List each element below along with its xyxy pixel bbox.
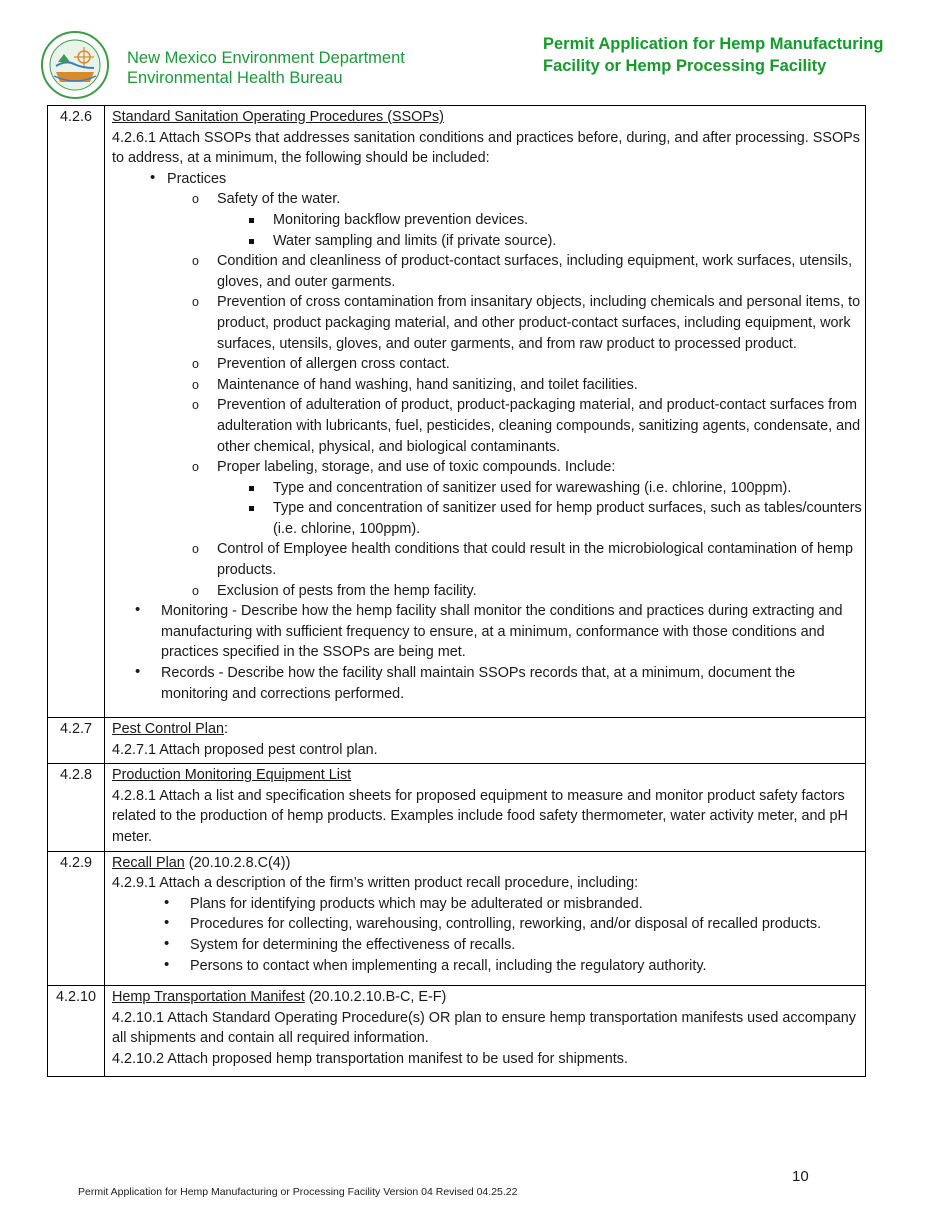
list-item: o Prevention of adulteration of product, product-packaging material, and product-contact surfaces from adulteration with lubricants, fuel, pesticides, cleaning compounds, sanitizing agents, condensate, and other chemical, physical, and biological contaminants. (217, 395, 865, 457)
list-item: • Procedures for collecting, warehousing, controlling, reworking, and/or disposal of recalled products. (190, 914, 865, 935)
title-suffix: : (223, 721, 228, 737)
section-intro: 4.2.6.1 Attach SSOPs that addresses sanitation conditions and practices before, during, and after processing. SSOPs to address, at a minimum, the following should be included: (112, 129, 860, 167)
section-body: 4.2.10.2 Attach proposed hemp transportation manifest to be used for shipments. (112, 1050, 628, 1067)
row-content (105, 986, 866, 1076)
footer-text: Permit Application for Hemp Manufacturing or Processing Facility Version 04 Revised 04.25.22 (78, 1186, 518, 1198)
list-item: • System for determining the effectiveness of recalls. (190, 935, 865, 956)
section-body: 4.2.7.1 Attach proposed pest control plan. (112, 741, 378, 758)
list-item: • Monitoring - Describe how the hemp facility shall monitor the conditions and practices during extracting and manufacturing with sufficient frequency to ensure, at a minimum, conformance with those conditions and practices specified in the SSOPs are being met. (161, 601, 865, 663)
nmed-logo (40, 30, 110, 100)
row-content (105, 851, 866, 986)
org-line-2: Environmental Health Bureau (127, 69, 343, 87)
list-item: Monitoring backflow prevention devices. (273, 210, 865, 231)
row-number: 4.2.7 (48, 718, 105, 764)
section-title: Production Monitoring Equipment List (112, 767, 352, 784)
section-intro: 4.2.9.1 Attach a description of the firm’s written product recall procedure, including: (112, 875, 639, 892)
title-line-2: Facility or Hemp Processing Facility (543, 57, 827, 75)
document-title (543, 33, 933, 77)
section-title: Hemp Transportation Manifest (112, 989, 305, 1006)
list-item: o Prevention of cross contamination from insanitary objects, including chemicals and personal items, to product, product packaging material, and other product-contact surfaces, including equipment, work surfaces, utensils, gloves, and outer garments, and from raw product to processed product. (217, 292, 865, 354)
toxic-compounds: Proper labeling, storage, and use of toxic compounds. Include: (217, 459, 616, 476)
row-4-2-8 (48, 764, 866, 851)
list-item (167, 169, 865, 601)
row-number: 4.2.8 (48, 764, 105, 851)
water-safety: Safety of the water. (217, 191, 341, 208)
row-4-2-9 (48, 851, 866, 986)
row-number: 4.2.9 (48, 851, 105, 986)
section-reference: (20.10.2.10.B-C, E-F) (308, 989, 447, 1006)
row-content (105, 718, 866, 764)
row-number: 4.2.6 (48, 106, 105, 718)
section-title: Standard Sanitation Operating Procedures (SSOPs) (112, 109, 444, 125)
row-content (105, 764, 866, 851)
list-item (217, 457, 865, 539)
section-title: Recall Plan (112, 854, 185, 871)
row-content (105, 106, 866, 718)
list-item: o Prevention of allergen cross contact. (217, 354, 865, 375)
section-reference: (20.10.2.8.C(4)) (188, 854, 291, 871)
list-item: o Control of Employee health conditions that could result in the microbiological contamination of hemp products. (217, 539, 865, 580)
list-item (217, 189, 865, 251)
section-title: Pest Control Plan (112, 721, 224, 737)
row-4-2-10 (48, 986, 866, 1076)
list-item: Type and concentration of sanitizer used for warewashing (i.e. chlorine, 100ppm). (273, 478, 865, 499)
list-item: o Exclusion of pests from the hemp facility. (217, 581, 865, 602)
row-4-2-7 (48, 718, 866, 764)
list-item: Type and concentration of sanitizer used for hemp product surfaces, such as tables/counters (i.e. chlorine, 100ppm). (273, 498, 865, 539)
requirements-table (47, 105, 866, 1077)
list-item: o Condition and cleanliness of product-contact surfaces, including equipment, work surfaces, utensils, gloves, and outer garments. (217, 251, 865, 292)
list-item: Water sampling and limits (if private source). (273, 231, 865, 252)
list-item: • Persons to contact when implementing a recall, including the regulatory authority. (190, 956, 865, 977)
list-item: • Plans for identifying products which may be adulterated or misbranded. (190, 894, 865, 915)
list-item: o Maintenance of hand washing, hand sanitizing, and toilet facilities. (217, 375, 865, 396)
practices-label: Practices (167, 170, 227, 187)
section-body: 4.2.10.1 Attach Standard Operating Procedure(s) OR plan to ensure hemp transportation manifests used accompany all shipments and contain all required information. (112, 1009, 856, 1047)
row-4-2-6 (48, 106, 866, 718)
row-number: 4.2.10 (48, 986, 105, 1076)
organization-name (127, 48, 405, 88)
org-line-1: New Mexico Environment Department (127, 49, 405, 67)
page-number: 10 (792, 1168, 809, 1185)
title-line-1: Permit Application for Hemp Manufacturing (543, 35, 884, 53)
list-item: • Records - Describe how the facility shall maintain SSOPs records that, at a minimum, document the monitoring and corrections performed. (161, 663, 865, 704)
section-body: 4.2.8.1 Attach a list and specification sheets for proposed equipment to measure and monitor product safety factors related to the production of hemp products. Examples include food safety thermometer, water activity meter, and pH meter. (112, 787, 848, 845)
